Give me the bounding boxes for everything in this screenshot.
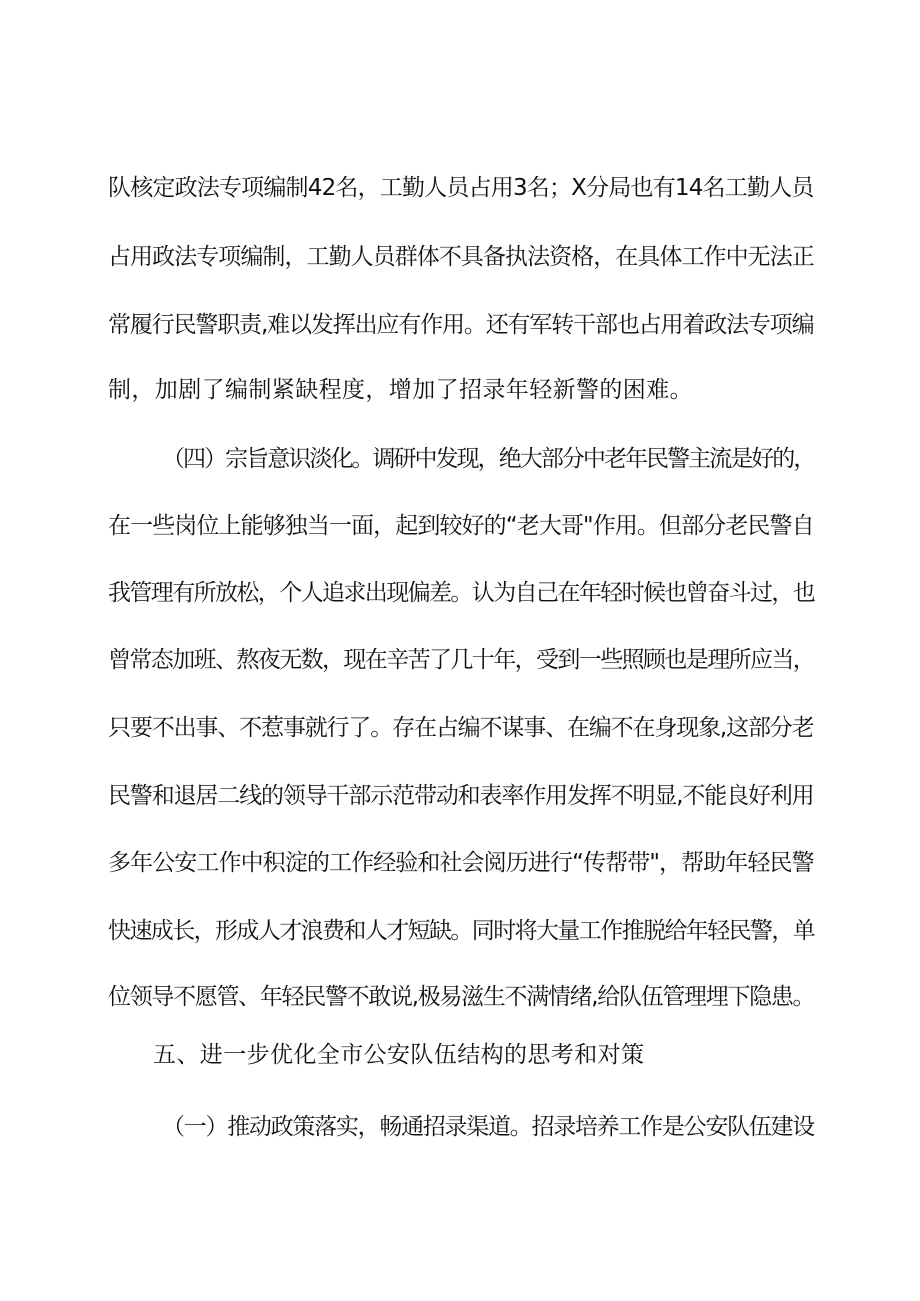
section-heading: 五、进一步优化全市公安队伍结构的思考和对策	[153, 1042, 645, 1068]
paragraph-line: （四）宗旨意识淡化。调研中发现，绝大部分中老年民警主流是好的，	[162, 446, 815, 472]
paragraph-line: 在一些岗位上能够独当一面，起到较好的“老大哥"作用。但部分老民警自	[108, 513, 814, 539]
paragraph-line: （一）推动政策落实，畅通招录渠道。招录培养工作是公安队伍建设	[162, 1114, 815, 1140]
paragraph-line: 位领导不愿管、年轻民警不敢说,极易滋生不满情绪,给队伍管理埋下隐患。	[108, 984, 815, 1010]
paragraph-line: 我管理有所放松，个人追求出现偏差。认为自己在年轻时候也曾奋斗过，也	[108, 580, 815, 606]
paragraph-line: 常履行民警职责,难以发挥出应有作用。还有军转干部也占用着政法专项编	[108, 312, 814, 338]
paragraph-line: 制，加剧了编制紧缺程度，增加了招录年轻新警的困难。	[108, 377, 693, 403]
paragraph-line: 曾常态加班、熬夜无数，现在辛苦了几十年，受到一些照顾也是理所应当，	[108, 647, 815, 673]
paragraph-line: 队核定政法专项编制42名，工勤人员占用3名；X分局也有14名工勤人员	[108, 175, 814, 201]
paragraph-line: 多年公安工作中积淀的工作经验和社会阅历进行“传帮带"，帮助年轻民警	[108, 850, 814, 876]
paragraph-line: 快速成长，形成人才浪费和人才短缺。同时将大量工作推脱给年轻民警，单	[108, 918, 815, 944]
paragraph-line: 民警和退居二线的领导干部示范带动和表率作用发挥不明显,不能良好利用	[108, 783, 814, 809]
paragraph-line: 占用政法专项编制，工勤人员群体不具备执法资格，在具体工作中无法正	[108, 244, 814, 270]
paragraph-line: 只要不出事、不惹事就行了。存在占编不谋事、在编不在身现象,这部分老	[108, 715, 814, 741]
